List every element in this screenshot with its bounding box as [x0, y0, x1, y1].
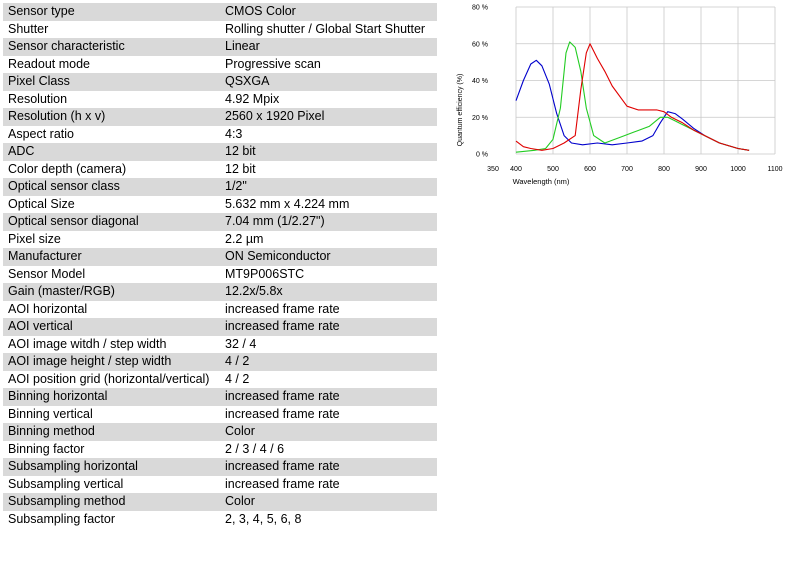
- spec-label: AOI position grid (horizontal/vertical): [8, 371, 210, 386]
- spec-label: Subsampling factor: [8, 511, 116, 526]
- spec-row: [3, 143, 437, 161]
- spec-row: [3, 353, 437, 371]
- spec-value: MT9P006STC: [225, 266, 305, 281]
- x-tick-label: 800: [658, 166, 670, 173]
- spec-label: Subsampling horizontal: [3, 458, 220, 476]
- spec-label: Manufacturer: [3, 248, 220, 266]
- spec-value: 12.2x/5.8x: [220, 283, 437, 301]
- spec-row: [3, 318, 437, 336]
- x-tick-label: 1100: [767, 166, 783, 173]
- spec-label: AOI horizontal: [8, 301, 88, 316]
- spec-table-body: [3, 3, 437, 528]
- spec-value: increased frame rate: [220, 318, 437, 336]
- spec-label: AOI vertical: [3, 318, 220, 336]
- y-tick-label: 40 %: [472, 78, 488, 85]
- spec-label: Pixel size: [8, 231, 61, 246]
- spec-row: [3, 458, 437, 476]
- spec-value: Rolling shutter / Global Start Shutter: [225, 21, 426, 36]
- spec-label: Shutter: [8, 21, 49, 36]
- spec-row: [3, 196, 437, 214]
- y-axis-label: Quantum efficiency (%): [457, 73, 464, 147]
- spec-label: Binning factor: [8, 441, 85, 456]
- spec-row: [3, 108, 437, 126]
- spec-value: increased frame rate: [220, 458, 437, 476]
- spec-row: [3, 3, 437, 21]
- spec-row: [3, 91, 437, 109]
- y-tick-label: 0 %: [475, 151, 488, 159]
- spec-value: Color: [220, 493, 437, 511]
- spec-value: 2, 3, 4, 5, 6, 8: [225, 511, 302, 526]
- spec-value: 7.04 mm (1/2.27"): [220, 213, 437, 231]
- specification-table: [3, 3, 437, 528]
- spec-value: 32 / 4: [225, 336, 257, 351]
- spec-value: increased frame rate: [220, 388, 437, 406]
- spec-row: [3, 21, 437, 39]
- spec-row: [3, 371, 437, 389]
- spec-value: 2560 x 1920 Pixel: [220, 108, 437, 126]
- spec-label: Binning vertical: [8, 406, 93, 421]
- spec-value: QSXGA: [220, 73, 437, 91]
- spec-row: [3, 266, 437, 284]
- spec-value: 4.92 Mpix: [225, 91, 280, 106]
- spec-label: Aspect ratio: [8, 126, 75, 141]
- y-tick-label: 80 %: [472, 4, 488, 12]
- x-axis-label: Wavelength (nm): [512, 177, 570, 186]
- spec-label: Resolution: [8, 91, 68, 106]
- spec-label: Optical sensor diagonal: [3, 213, 220, 231]
- spec-value: CMOS Color: [220, 3, 437, 21]
- spec-label: AOI image height / step width: [3, 353, 220, 371]
- spec-label: Sensor characteristic: [3, 38, 220, 56]
- spec-label: Resolution (h x v): [3, 108, 220, 126]
- spec-value: Linear: [220, 38, 437, 56]
- spec-value: 4:3: [225, 126, 243, 141]
- spec-row: [3, 476, 437, 494]
- spec-label: Readout mode: [8, 56, 91, 71]
- spec-label: Gain (master/RGB): [3, 283, 220, 301]
- spec-label: Optical Size: [8, 196, 75, 211]
- spec-row: [3, 248, 437, 266]
- spec-label: Optical sensor class: [3, 178, 220, 196]
- spec-value: Progressive scan: [225, 56, 321, 71]
- spec-value: 12 bit: [220, 143, 437, 161]
- series-line: [516, 42, 749, 152]
- spec-value: 4 / 2: [220, 353, 437, 371]
- spec-label: Sensor type: [3, 3, 220, 21]
- x-tick-label: 600: [584, 166, 596, 173]
- series-line: [516, 44, 749, 151]
- y-tick-label: 20 %: [472, 114, 488, 122]
- y-tick-label: 60 %: [472, 41, 488, 49]
- spec-value: 5.632 mm x 4.224 mm: [225, 196, 350, 211]
- spec-value: 2 / 3 / 4 / 6: [225, 441, 285, 456]
- spec-row: [3, 493, 437, 511]
- x-tick-label: 700: [621, 166, 633, 173]
- spec-value: increased frame rate: [225, 301, 340, 316]
- x-tick-label: 500: [547, 166, 559, 173]
- spec-label: Color depth (camera): [8, 161, 127, 176]
- spec-label: AOI image witdh / step width: [8, 336, 167, 351]
- spec-row: [3, 178, 437, 196]
- spec-label: Pixel Class: [3, 73, 220, 91]
- spec-row: [3, 213, 437, 231]
- spec-row: [3, 388, 437, 406]
- spec-row: [3, 423, 437, 441]
- x-tick-label: 1000: [730, 166, 746, 173]
- spec-row: [3, 283, 437, 301]
- spec-label: Binning horizontal: [3, 388, 220, 406]
- spec-row: [3, 126, 437, 144]
- quantum-efficiency-chart: [450, 0, 786, 200]
- spec-value: ON Semiconductor: [220, 248, 437, 266]
- spec-row: [3, 511, 437, 529]
- spec-row: [3, 231, 437, 249]
- spec-label: ADC: [3, 143, 220, 161]
- spec-value: increased frame rate: [225, 406, 340, 421]
- spec-value: increased frame rate: [225, 476, 340, 491]
- spec-label: Subsampling method: [3, 493, 220, 511]
- spec-row: [3, 301, 437, 319]
- spec-value: Color: [220, 423, 437, 441]
- spec-row: [3, 161, 437, 179]
- spec-row: [3, 56, 437, 74]
- series-line: [516, 60, 749, 150]
- x-tick-label: 400: [510, 166, 522, 173]
- spec-row: [3, 441, 437, 459]
- spec-row: [3, 336, 437, 354]
- spec-value: 1/2": [220, 178, 437, 196]
- spec-row: [3, 406, 437, 424]
- chart-series: [516, 42, 749, 152]
- spec-value: 4 / 2: [225, 371, 250, 386]
- spec-label: Subsampling vertical: [8, 476, 124, 491]
- spec-row: [3, 38, 437, 56]
- spec-label: Binning method: [3, 423, 220, 441]
- x-tick-label: 900: [695, 166, 707, 173]
- spec-label: Sensor Model: [8, 266, 86, 281]
- spec-value: 12 bit: [225, 161, 256, 176]
- spec-value: 2.2 µm: [225, 231, 264, 246]
- spec-row: [3, 73, 437, 91]
- x-tick-label: 350: [487, 166, 499, 173]
